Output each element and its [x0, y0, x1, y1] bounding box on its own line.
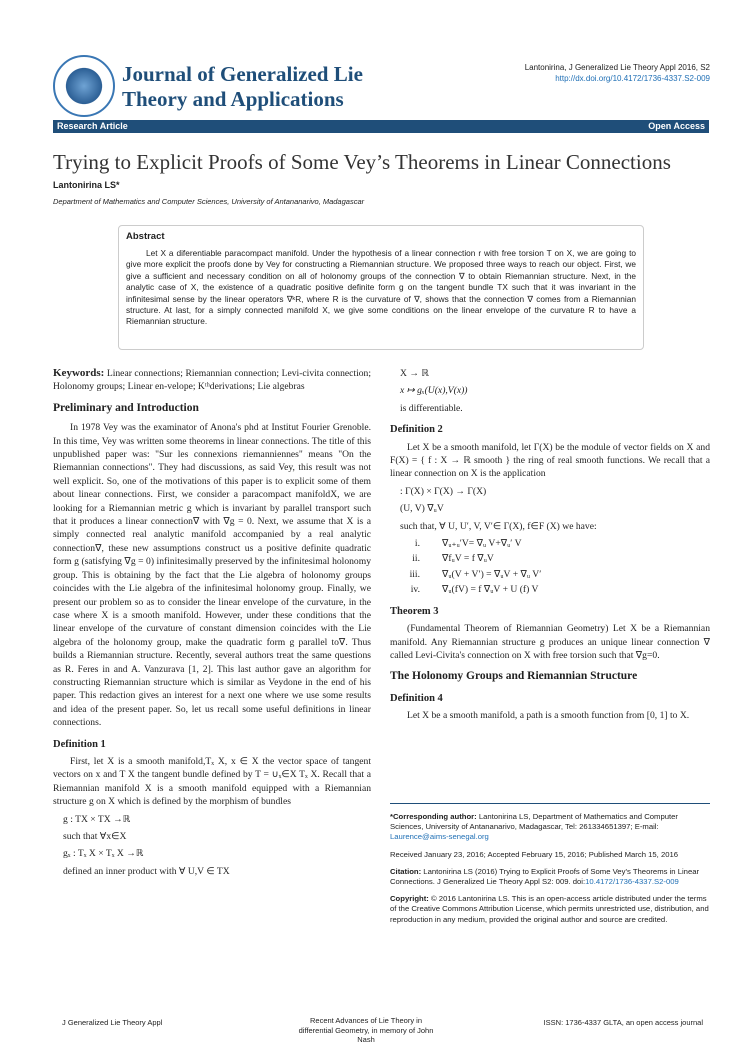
keywords	[53, 367, 371, 394]
footer-issn: ISSN: 1736-4337 GLTA, an open access journal	[543, 1018, 703, 1027]
citation-line: Lantonirina, J Generalized Lie Theory Appl 2016, S2	[524, 63, 710, 72]
holonomy-heading: The Holonomy Groups and Riemannian Structure	[390, 670, 638, 683]
intro-text: In 1978 Vey was the examinator of Anona's phd at Institut Fourier Grenoble. In this time, Vey was written some theorems in linear connections. The title of this unpublished paper was: "Sur les connexions riemanniennes" means "On the Riemannian connections". They had discussions, as said Vey, this result was not well explicit. So, one of the motivations of this paper is to explicit some of them about linear connections. First, we consider a paracompact manifoldX, we are looking for a Riemannian metric g which is invariant by parallel transport such that it produces a linear connection∇ with ∇g = 0. Next, we assume that X is a simply connected real analytic manifold accompanied by a real analytic connection∇, these new assumptions construct us a positive definite quadratic form g (satisfying ∇g = 0) infinitesimally preserved by the infinitesimal holonomy group. This is obtaining by the fact that the Lie algebra of holonomy groups coincides with the Lie algebra of the infinitesimal holonomy group. Finally, we present our problem so as to consider the linear envelope of the curvature, in the case where X is a smooth manifold. However, under these conditions that the linear envelope of the curvature of constant dimension coincides with the Lie algebra of the holonomy group, make the quadratic form g parallel to∇. Thus builds a Riemannian structure. Recently, several authors treat the same questions as R. Feres in and A. Vanzurava [1, 2]. This last author gave an algorithm for constructing Riemannian structure which is similar as Veydone in the end of his paper. This redaction gives an interest for a next one where we use some results and idea of the present paper. So, let us recall some useful definitions in linear connections.	[53, 422, 371, 729]
def1-heading: Definition 1	[53, 738, 106, 750]
thm3-text: (Fundamental Theorem of Riemannian Geometry) Let X be a Riemannian manifold. Any Riemannian structure g produces an unique linear connection ∇ called Levi-Civita's connection on X with free torsion such that ∇g=0.	[390, 623, 710, 661]
def4-text: Let X be a smooth manifold, a path is a smooth function from [0, 1] to X.	[407, 710, 690, 722]
footnotes	[390, 803, 710, 932]
article-type-bar	[53, 120, 709, 133]
left-column	[53, 367, 371, 882]
right-column	[390, 367, 710, 723]
axiom-item: iii. ∇ᵤ(V + V′) = ∇ᵤV + ∇ᵤ V′	[409, 568, 542, 580]
def4-heading: Definition 4	[390, 692, 443, 704]
def1-math-7: is differentiable.	[400, 402, 463, 414]
author: Lantonirina LS*	[53, 180, 120, 190]
def1-math-2: such that ∀x∈X	[63, 831, 127, 842]
journal-title-line2: Theory and Applications	[122, 87, 344, 111]
def1-math-1: g : TX × TX →ℝ	[63, 813, 131, 825]
intro-heading: Preliminary and Introduction	[53, 401, 199, 414]
citation-note: Citation: Lantonirina LS (2016) Trying to Explicit Proofs of Some Vey’s Theorems in Linear Connections. J Generalized Lie Theory Appl S2: 009. doi:10.4172/1736-4337.S2-009	[390, 866, 700, 887]
corresponding-author: *Corresponding author: Lantonirina LS, Department of Mathematics and Computer Sciences, University of Antananarivo, Madagascar, Tel: 261334651397; E-mail: Laurence@aims-senegal.org	[390, 812, 678, 842]
keywords-label: Keywords:	[53, 367, 105, 379]
def2-heading: Definition 2	[390, 424, 443, 436]
axiom-item: iv. ∇ᵤ(fV) = f ∇ᵤV + U (f) V	[410, 584, 539, 596]
axiom-item: i. ∇ᵤ₊ᵤ′V= ∇ᵤ V+∇ᵤ′ V	[414, 538, 522, 550]
paper-title: Trying to Explicit Proofs of Some Vey’s Theorems in Linear Connections	[53, 150, 671, 174]
footer-issue: Recent Advances of Lie Theory in differential Geometry, in memory of John Nash	[298, 1016, 434, 1044]
abstract-heading: Abstract	[126, 231, 165, 242]
def2-math-2: (U, V) ∇ᵤV	[400, 503, 444, 515]
axiom-item: ii. ∇fᵤV = f ∇ᵤV	[412, 553, 494, 565]
email-link[interactable]: Laurence@aims-senegal.org	[390, 832, 489, 842]
article-type-label: Research Article	[57, 121, 128, 131]
citation-doi-link[interactable]: 10.4172/1736-4337.S2-009	[585, 877, 679, 887]
def1-math-5: X → ℝ	[400, 368, 429, 379]
def1-math-6: x ↦ gₓ(U(x),V(x))	[400, 385, 468, 397]
logo-emblem-icon	[63, 65, 105, 107]
thm3-heading: Theorem 3	[390, 605, 439, 617]
def2-math-1: : Γ(X) × Γ(X) → Γ(X)	[400, 485, 487, 497]
def1-math-4: defined an inner product with ∀ U,V ∈ TX	[63, 865, 230, 877]
connection-axioms	[390, 537, 710, 597]
abstract-text: Let X a diferentiable paracompact manifold. Under the hypothesis of a linear connection r with free torsion T on X, we are going to give more explicit the proofs done by Vey for constructing a Riemannian structure. We proposed three ways to reach our object. First, we give a sufficient and necessary condition on all of holonomy groups of the connection ∇ to obtain Riemannian structure. Next, in the analytic case of X, the existence of a quadratic positive definite form g on the tangent bundle TX such that it was invariant in the infinitesimal sense by the linear operators ∇ᵏR, where R is the curvature of ∇, shows that the connection ∇ comes from a Riemannian structure. At last, for a simply connected manifold X, we give some conditions on the linear envelope of the curvature R to have a Riemannian structure.	[126, 248, 636, 327]
def1-math-3: gₓ : Tₓ X × Tₓ X →ℝ	[63, 848, 144, 860]
open-access-label: Open Access	[648, 121, 705, 131]
affiliation: Department of Mathematics and Computer Sciences, University of Antananarivo, Madagascar	[53, 197, 365, 206]
header-citation	[525, 62, 710, 84]
def1-text: First, let X is a smooth manifold,Tₓ X, x ∈ X the vector space of tangent vectors on x and T X the tangent bundle defined by T = ∪ₓ∈X Tₓ X. Recall that a Riemannian manifold X is a smooth manifold equipped with a Riemannian structure g on X which is defined by the morphism of bundles	[53, 755, 371, 808]
journal-title	[122, 62, 422, 112]
journal-logo	[53, 55, 115, 117]
abstract-box	[118, 225, 644, 350]
doi-link[interactable]: http://dx.doi.org/10.4172/1736-4337.S2-009	[555, 74, 710, 83]
keywords-text: Linear connections; Riemannian connection; Levi-civita connection; Holonomy groups; Linear en-velope; Kᵗʰderivations; Lie algebras	[53, 368, 371, 393]
def2-math-3: such that, ∀ U, U′, V, V′∈ Γ(X), f∈F (X) we have:	[400, 520, 597, 532]
def2-text: Let X be a smooth manifold, let Γ(X) be the module of vector fields on X and F(X) = { f : X → ℝ smooth } the ring of real smooth functions. We recall that a linear connection on X is the application	[390, 441, 710, 480]
copyright-note: Copyright: © 2016 Lantonirina LS. This is an open-access article distributed under the terms of the Creative Commons Attribution License, which permits unrestricted use, distribution, and reproduction in any medium, provided the original author and source are credited.	[390, 894, 709, 924]
dates: Received January 23, 2016; Accepted February 15, 2016; Published March 15, 2016	[390, 849, 679, 859]
journal-title-line1: Journal of Generalized Lie	[122, 62, 363, 86]
footer-journal: J Generalized Lie Theory Appl	[62, 1018, 163, 1027]
